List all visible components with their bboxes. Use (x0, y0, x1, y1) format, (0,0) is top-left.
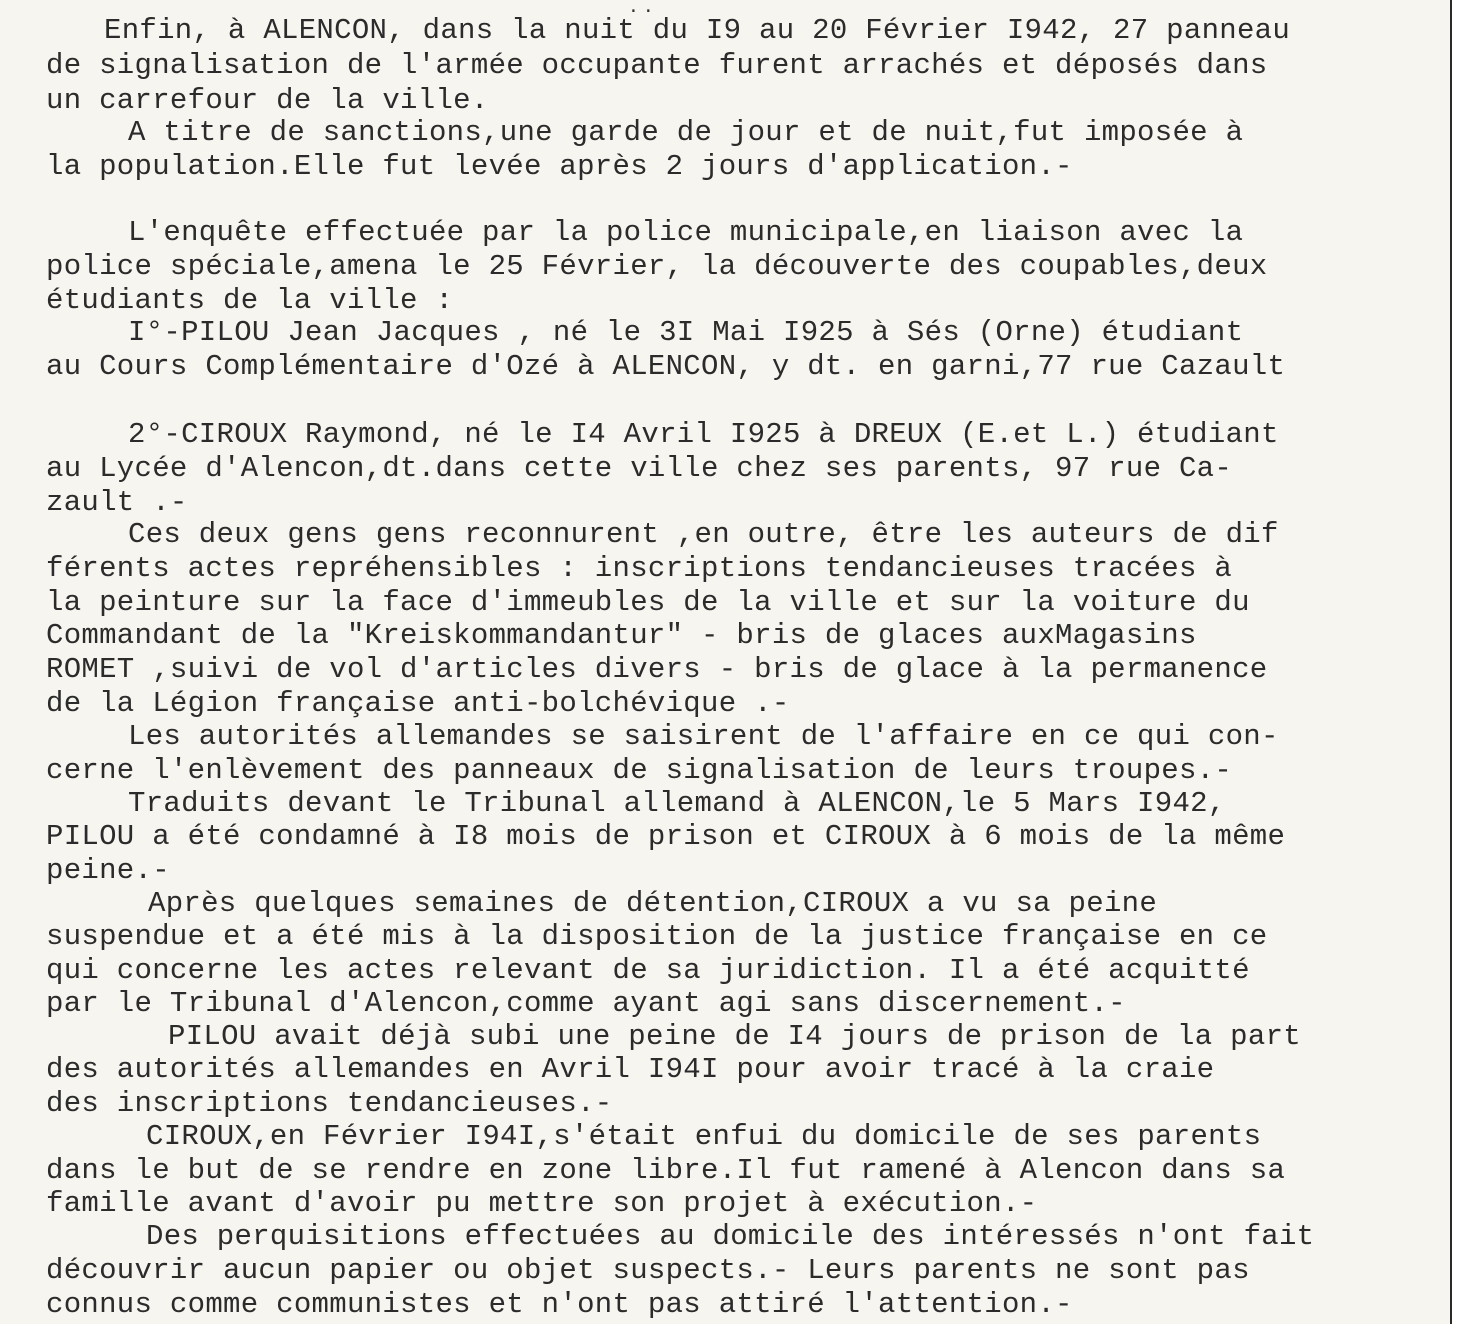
text-line: découvrir aucun papier ou objet suspects.- Leurs parents ne sont pas (46, 1254, 1250, 1287)
text-line: dans le but de se rendre en zone libre.Il fut ramené à Alencon dans sa (46, 1154, 1286, 1187)
text-line: I°-PILOU Jean Jacques , né le 3I Mai I925 à Sés (Orne) étudiant (128, 316, 1244, 349)
text-line: Enfin, à ALENCON, dans la nuit du I9 au 20 Février I942, 27 panneau (104, 14, 1291, 47)
text-line: CIROUX,en Février I94I,s'était enfui du domicile de ses parents (146, 1120, 1262, 1153)
text-line: Les autorités allemandes se saisirent de l'affaire en ce qui con- (128, 720, 1279, 753)
text-line: qui concerne les actes relevant de sa juridiction. Il a été acquitté (46, 954, 1250, 987)
page-edge-line (1450, 0, 1452, 1324)
text-line: peine.- (46, 854, 170, 887)
text-line: PILOU a été condamné à I8 mois de prison et CIROUX à 6 mois de la même (46, 820, 1286, 853)
text-line: de la Légion française anti-bolchévique .- (46, 687, 790, 720)
text-line: connus comme communistes et n'ont pas attiré l'attention.- (46, 1288, 1073, 1321)
text-line: étudiants de la ville : (46, 284, 454, 317)
top-mark: .. (628, 0, 658, 17)
text-line: A titre de sanctions,une garde de jour et de nuit,fut imposée à (128, 116, 1244, 149)
text-line: suspendue et a été mis à la disposition de la justice française en ce (46, 920, 1268, 953)
text-line: Commandant de la "Kreiskommandantur" - bris de glaces auxMagasins (46, 619, 1197, 652)
text-line: par le Tribunal d'Alencon,comme ayant agi sans discernement.- (46, 987, 1126, 1020)
text-line: 2°-CIROUX Raymond, né le I4 Avril I925 à DREUX (E.et L.) étudiant (128, 418, 1279, 451)
text-line: Ces deux gens gens reconnurent ,en outre, être les auteurs de dif (128, 518, 1279, 551)
text-line: police spéciale,amena le 25 Février, la découverte des coupables,deux (46, 250, 1268, 283)
text-line: la population.Elle fut levée après 2 jours d'application.- (46, 150, 1073, 183)
text-line: PILOU avait déjà subi une peine de I4 jours de prison de la part (168, 1020, 1301, 1053)
text-line: Après quelques semaines de détention,CIROUX a vu sa peine (148, 887, 1158, 920)
text-line: Traduits devant le Tribunal allemand à ALENCON,le 5 Mars I942, (128, 787, 1226, 820)
text-line: au Cours Complémentaire d'Ozé à ALENCON, y dt. en garni,77 rue Cazault (46, 350, 1286, 383)
text-line: des inscriptions tendancieuses.- (46, 1087, 613, 1120)
text-line: ROMET ,suivi de vol d'articles divers - bris de glace à la permanence (46, 653, 1268, 686)
text-line: famille avant d'avoir pu mettre son projet à exécution.- (46, 1187, 1038, 1220)
text-line: L'enquête effectuée par la police municipale,en liaison avec la (128, 216, 1244, 249)
text-line: des autorités allemandes en Avril I94I pour avoir tracé à la craie (46, 1053, 1215, 1086)
text-line: férents actes repréhensibles : inscriptions tendancieuses tracées à (46, 552, 1233, 585)
text-line: cerne l'enlèvement des panneaux de signalisation de leurs troupes.- (46, 754, 1233, 787)
text-line: Des perquisitions effectuées au domicile des intéressés n'ont fait (146, 1220, 1315, 1253)
text-line: au Lycée d'Alencon,dt.dans cette ville chez ses parents, 97 rue Ca- (46, 452, 1233, 485)
text-line: un carrefour de la ville. (46, 84, 489, 117)
text-line: zault .- (46, 486, 188, 519)
text-line: de signalisation de l'armée occupante furent arrachés et déposés dans (46, 49, 1268, 82)
text-line: la peinture sur la face d'immeubles de la ville et sur la voiture du (46, 586, 1250, 619)
